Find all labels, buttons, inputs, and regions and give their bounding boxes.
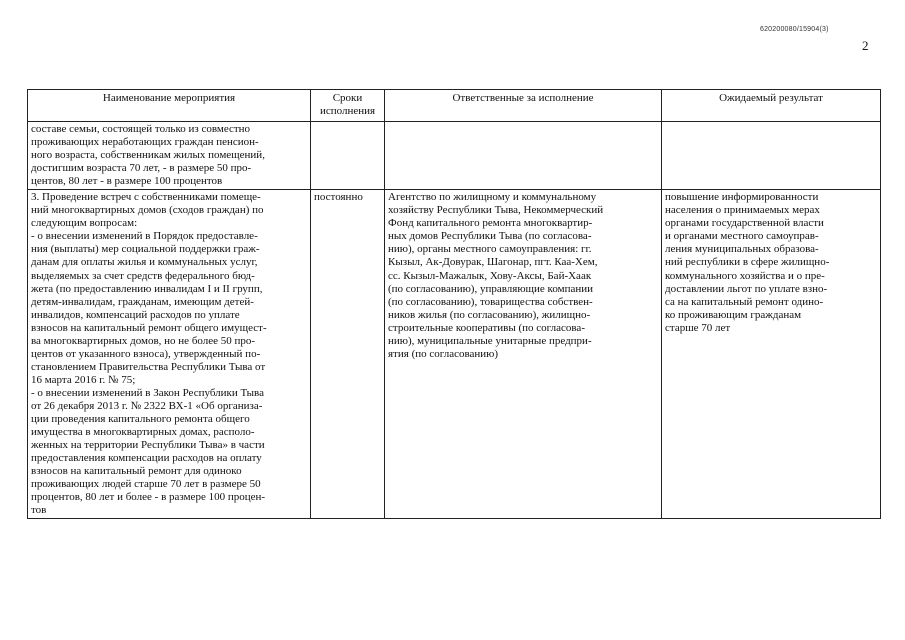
cell-responsible xyxy=(385,122,662,190)
table-row xyxy=(28,122,881,190)
table-header-row xyxy=(28,90,881,122)
header-responsible: Ответственные за исполнение xyxy=(385,90,662,122)
document-number: 620200080/15904(3) xyxy=(760,26,829,33)
header-term: Сроки исполнения xyxy=(311,90,385,122)
cell-responsible: Агентство по жилищному и коммунальному хозяйству Республики Тыва, Некоммерческий Фонд капитального ремонта многоквартир- ных домов Республики Тыва (по согласова- нию), органы местного самоуправления: гг. Кызыл, Ак-Довурак, Шагонар, пгт. Каа-Хем, сс. Кызыл-Мажалык, Хову-Аксы, Бай-Хаак (по согласованию), управляющие компании (по согласованию), товарищества собствен- ников жилья (по согласованию), жилищно- строительные кооперативы (по согласова- нию), муниципальные унитарные предпри- ятия (по согласованию) xyxy=(385,190,662,519)
table-row xyxy=(28,190,881,519)
page-number: 2 xyxy=(862,38,869,53)
cell-measure: 3. Проведение встреч с собственниками помеще- ний многоквартирных домов (сходов граждан) по следующим вопросам: - о внесении изменений в Порядок предоставле- ния (выплаты) мер социальной поддержки граж- данам для оплаты жилья и коммунальных услуг, выделяемых за счет средств федерального бюд- жета (по предоставлению инвалидам I и II групп, детям-инвалидам, гражданам, имеющим детей- инвалидов, компенсаций расходов по уплате взносов на капитальный ремонт общего имущест- ва многоквартирных домов, но не более 50 про- центов от указанного взноса), утвержденный по- становлением Правительства Республики Тыва от 16 марта 2016 г. № 75; - о внесении изменений в Закон Республики Тыва от 26 декабря 2013 г. № 2322 ВХ-1 «Об организа- ции проведения капитального ремонта общего имущества в многоквартирных домах, располо- женных на территории Республики Тыва» в части предоставления компенсации расходов на оплату взносов на капитальный ремонт для одиноко проживающих людей старше 70 лет в размере 50 процентов, 80 лет и более - в размере 100 процен- тов xyxy=(28,190,311,519)
cell-term: постоянно xyxy=(311,190,385,519)
cell-result xyxy=(662,122,881,190)
header-result: Ожидаемый результат xyxy=(662,90,881,122)
cell-measure: составе семьи, состоящей только из совместно проживающих неработающих граждан пенсион- ного возраста, собственникам жилых помещений, достигшим возраста 70 лет, - в размере 50 про- центов, 80 лет - в размере 100 процентов xyxy=(28,122,311,190)
measures-table xyxy=(27,89,881,519)
cell-result: повышение информированности населения о принимаемых мерах органами государственной власти и органами местного самоуправ- ления муниципальных образова- ний республики в сфере жилищно- коммунального хозяйства и о пре- доставлении льгот по уплате взно- са на капитальный ремонт одино- ко проживающим гражданам старше 70 лет xyxy=(662,190,881,519)
cell-term xyxy=(311,122,385,190)
header-measure: Наименование мероприятия xyxy=(28,90,311,122)
